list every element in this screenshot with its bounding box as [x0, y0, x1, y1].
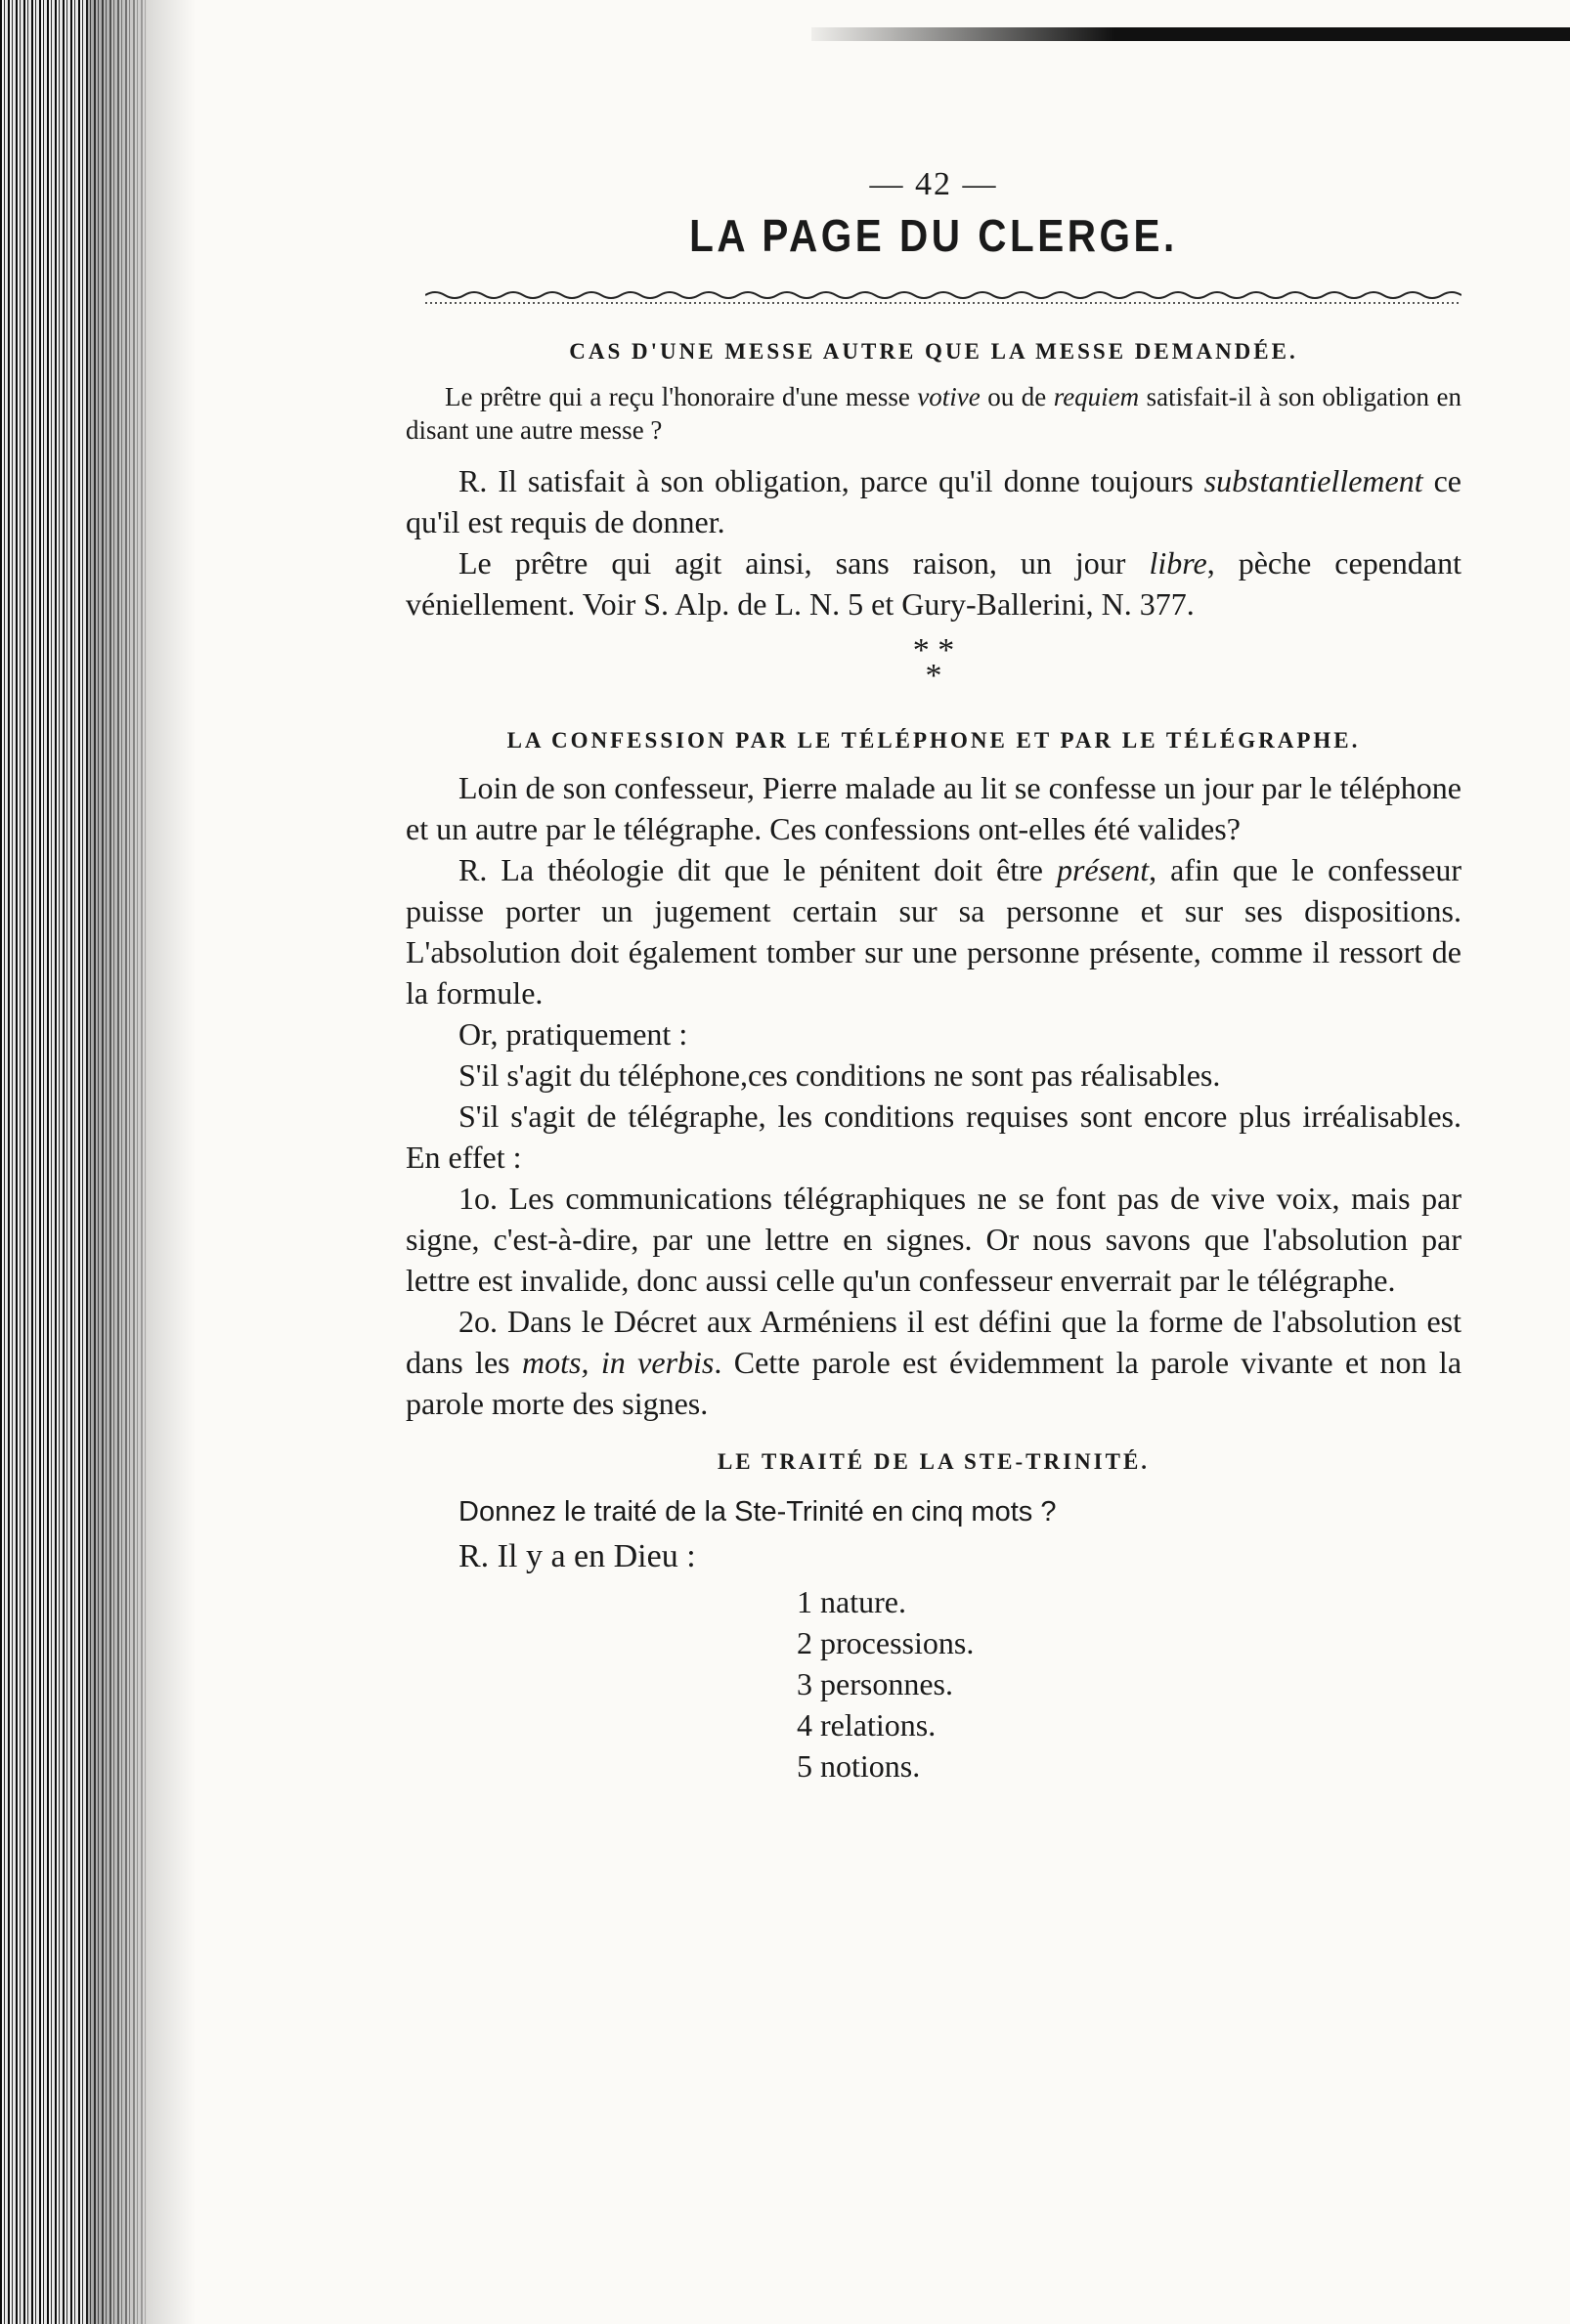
confession-answer: [406, 849, 1461, 1013]
text-run: Le prêtre qui a reçu l'honoraire d'une messe: [445, 382, 918, 411]
text-run: R. Il satisfait à son obligation, parce qu'il donne toujours: [458, 463, 1204, 498]
page-content: [406, 166, 1461, 1786]
section-heading-messe: CAS D'UNE MESSE AUTRE QUE LA MESSE DEMANDÉE.: [569, 339, 1298, 364]
text-run: 2o. Dans le Décret aux Arméniens il est défini que la forme de l'absolution est dans les: [406, 1304, 1461, 1380]
text-run: ce qu'il est requis de donner.: [406, 463, 1462, 539]
text-run-italic: votive: [917, 382, 981, 411]
list-item: 1 nature.: [797, 1584, 906, 1619]
confession-question: Loin de son confesseur, Pierre malade au lit se confesse un jour par le téléphone et un autre par le télégraphe. Ces confessions ont-elles été valides?: [406, 770, 1461, 846]
messe-note: [406, 542, 1461, 624]
text-run-italic: libre: [1149, 545, 1207, 581]
list-item: 5 notions.: [797, 1748, 921, 1784]
confession-p4: S'il s'agit du téléphone,ces conditions ne sont pas réalisables.: [458, 1057, 1221, 1093]
text-run-italic: substantiellement: [1203, 463, 1423, 498]
messe-answer: [406, 460, 1461, 542]
text-run: , afin que le confesseur puisse porter un jugement certain sur sa personne et sur ses dispositions. L'absolution doit également tomber sur une personne présente, comme il ressort de la formule.: [406, 852, 1462, 1011]
list-item: 2 processions.: [797, 1625, 975, 1660]
text-run-italic: requiem: [1053, 382, 1140, 411]
confession-p3: Or, pratiquement :: [458, 1016, 688, 1052]
asterism-top: * *: [912, 632, 955, 668]
confession-p7: [406, 1301, 1461, 1424]
section-heading-trinite: LE TRAITÉ DE LA STE-TRINITÉ.: [717, 1449, 1151, 1474]
text-run: , pèche cependant véniellement. Voir S. Alp. de L. N. 5 et Gury-Ballerini, N. 377.: [406, 545, 1462, 622]
trinite-answer-intro: R. Il y a en Dieu :: [458, 1538, 696, 1574]
text-run: . Cette parole est évidemment la parole vivante et non la parole morte des signes.: [406, 1345, 1462, 1421]
page-number: — 42 —: [869, 166, 998, 202]
section-heading-confession: LA CONFESSION PAR LE TÉLÉPHONE ET PAR LE TÉLÉGRAPHE.: [506, 728, 1361, 753]
confession-p5: S'il s'agit de télégraphe, les conditions requises sont encore plus irréalisables. En effet :: [406, 1098, 1461, 1175]
journal-title: LA PAGE DU CLERGE.: [689, 210, 1178, 261]
text-run: satisfait-il à son obligation en disant une autre messe ?: [406, 382, 1461, 445]
text-run-italic: présent: [1056, 852, 1150, 887]
decorative-rule: [425, 287, 1461, 309]
messe-question: [406, 380, 1461, 447]
text-run: R. La théologie dit que le pénitent doit être: [458, 852, 1057, 887]
list-item: 4 relations.: [797, 1707, 937, 1743]
list-item: 3 personnes.: [797, 1666, 953, 1701]
asterism-bottom: *: [925, 658, 942, 694]
top-page-edge: [811, 27, 1570, 41]
confession-p6: 1o. Les communications télégraphiques ne se font pas de vive voix, mais par signe, c'est-à-dire, par une lettre en signes. Or nous savons que l'absolution par lettre est invalide, donc aussi celle qu'un confesseur enverrait par le télégraphe.: [406, 1181, 1461, 1298]
asterism-separator: [406, 632, 1461, 694]
trinite-list: [797, 1581, 1461, 1786]
text-run-italic: mots, in verbis: [522, 1345, 715, 1380]
text-run: ou de: [980, 382, 1054, 411]
spine-shadow: [88, 0, 196, 2324]
trinite-question: Donnez le traité de la Ste-Trinité en cinq mots ?: [458, 1496, 1057, 1528]
text-run: Le prêtre qui agit ainsi, sans raison, un jour: [458, 545, 1150, 581]
